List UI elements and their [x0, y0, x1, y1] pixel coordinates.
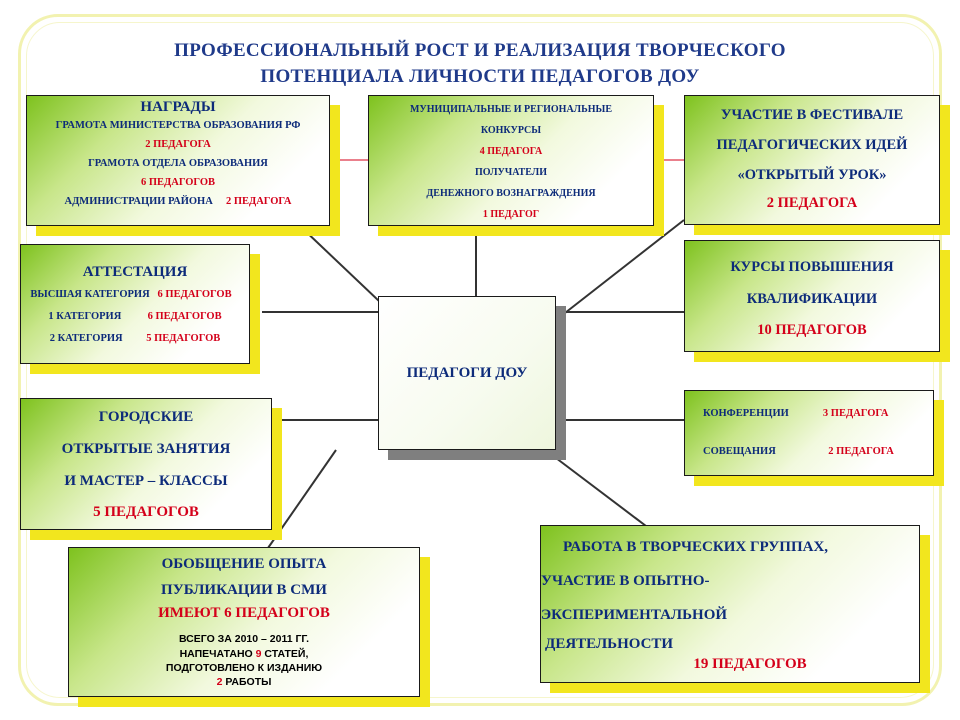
- attestation-row-2-count: 6 ПЕДАГОГОВ: [147, 311, 222, 322]
- festival-box: [684, 95, 940, 225]
- awards-line-1: ГРАМОТА МИНИСТЕРСТВА ОБРАЗОВАНИЯ РФ: [55, 120, 301, 131]
- experience-articles-count: 9: [255, 648, 262, 660]
- conferences-row-1: [685, 403, 933, 425]
- courses-count: 10 ПЕДАГОГОВ: [757, 322, 867, 338]
- creative-box: [540, 525, 920, 683]
- connector-to-creative: [556, 458, 646, 526]
- attestation-row-1-label: ВЫСШАЯ КАТЕГОРИЯ: [30, 289, 150, 300]
- conferences-box: [684, 390, 934, 476]
- festival-line-3: «ОТКРЫТЫЙ УРОК»: [737, 167, 887, 183]
- experience-box: [68, 547, 420, 697]
- attestation-heading: АТТЕСТАЦИЯ: [82, 264, 188, 280]
- experience-note-3: ПОДГОТОВЛЕНО К ИЗДАНИЮ: [165, 662, 323, 674]
- experience-line-1: ОБОБЩЕНИЕ ОПЫТА: [161, 556, 327, 572]
- festival-line-2: ПЕДАГОГИЧЕСКИХ ИДЕЙ: [716, 137, 908, 153]
- festival-line-1: УЧАСТИЕ В ФЕСТИВАЛЕ: [720, 107, 904, 123]
- open-lessons-count: 5 ПЕДАГОГОВ: [93, 504, 199, 520]
- awards-line-2-count: 6 ПЕДАГОГОВ: [140, 177, 216, 188]
- courses-line-1: КУРСЫ ПОВЫШЕНИЯ: [730, 259, 894, 275]
- contests-line-4-count: 1 ПЕДАГОГ: [482, 209, 540, 220]
- experience-works-count: 2: [216, 676, 223, 688]
- contests-line-2-count: 4 ПЕДАГОГА: [479, 146, 543, 157]
- contests-box: [368, 95, 654, 226]
- open-lessons-line-2: ОТКРЫТЫЕ ЗАНЯТИЯ: [61, 441, 231, 457]
- experience-note-2-b: СТАТЕЙ,: [261, 648, 309, 660]
- awards-heading: НАГРАДЫ: [140, 99, 216, 115]
- conferences-row-1-count: 3 ПЕДАГОГА: [822, 408, 889, 419]
- festival-count: 2 ПЕДАГОГА: [766, 195, 858, 211]
- creative-line-3: ЭКСПЕРИМЕНТАЛЬНОЙ: [541, 607, 728, 623]
- awards-line-1-count: 2 ПЕДАГОГА: [145, 139, 211, 150]
- awards-line-3-row: [27, 192, 329, 212]
- attestation-row-2-label: 1 КАТЕГОРИЯ: [48, 311, 122, 322]
- open-lessons-line-1: ГОРОДСКИЕ: [98, 409, 194, 425]
- center-label: ПЕДАГОГИ ДОУ: [406, 364, 528, 381]
- courses-line-2: КВАЛИФИКАЦИИ: [746, 291, 878, 307]
- conferences-row-2: [685, 441, 933, 463]
- conferences-row-2-count: 2 ПЕДАГОГА: [828, 446, 894, 457]
- title-line-1: ПРОФЕССИОНАЛЬНЫЙ РОСТ И РЕАЛИЗАЦИЯ ТВОРЧЕСКОГО: [174, 40, 786, 61]
- creative-count: 19 ПЕДАГОГОВ: [693, 656, 807, 672]
- creative-line-4: ДЕЯТЕЛЬНОСТИ: [545, 636, 674, 652]
- awards-line-3-count: 2 ПЕДАГОГА: [225, 196, 292, 207]
- attestation-row-3: [21, 328, 249, 350]
- open-lessons-line-3: И МАСТЕР – КЛАССЫ: [64, 473, 228, 489]
- contests-line-3: ПОЛУЧАТЕЛИ: [475, 167, 547, 178]
- attestation-row-3-label: 2 КАТЕГОРИЯ: [49, 333, 123, 344]
- experience-note-4: [69, 675, 419, 689]
- awards-line-2: ГРАМОТА ОТДЕЛА ОБРАЗОВАНИЯ: [88, 158, 268, 169]
- creative-line-1: РАБОТА В ТВОРЧЕСКИХ ГРУППАХ,: [563, 539, 829, 555]
- awards-box: [26, 95, 330, 226]
- contests-line-1: МУНИЦИПАЛЬНЫЕ И РЕГИОНАЛЬНЫЕ: [409, 104, 613, 115]
- center-box-teachers: [378, 296, 556, 450]
- experience-line-3: ИМЕЮТ 6 ПЕДАГОГОВ: [158, 605, 330, 621]
- contests-line-4: ДЕНЕЖНОГО ВОЗНАГРАЖДЕНИЯ: [426, 188, 596, 199]
- open-lessons-box: [20, 398, 272, 530]
- connector-to-festival: [556, 220, 684, 320]
- courses-box: [684, 240, 940, 352]
- creative-line-2: УЧАСТИЕ В ОПЫТНО-: [541, 573, 710, 589]
- attestation-row-2: [21, 306, 249, 328]
- experience-note-1: ВСЕГО ЗА 2010 – 2011 ГГ.: [179, 633, 309, 645]
- experience-note-2-a: НАПЕЧАТАНО: [179, 648, 256, 660]
- experience-note-4-b: РАБОТЫ: [222, 676, 272, 688]
- connector-to-experience: [268, 450, 336, 548]
- attestation-row-1: [13, 284, 249, 306]
- title-line-2: ПОТЕНЦИАЛА ЛИЧНОСТИ ПЕДАГОГОВ ДОУ: [260, 66, 700, 87]
- awards-line-3: АДМИНИСТРАЦИИ РАЙОНА: [64, 196, 213, 207]
- conferences-row-2-label: СОВЕЩАНИЯ: [703, 446, 776, 457]
- attestation-box: [20, 244, 250, 364]
- conferences-row-1-label: КОНФЕРЕНЦИИ: [703, 408, 789, 419]
- attestation-row-1-count: 6 ПЕДАГОГОВ: [157, 289, 232, 300]
- experience-line-2: ПУБЛИКАЦИИ В СМИ: [161, 582, 327, 598]
- contests-line-2: КОНКУРСЫ: [480, 125, 542, 136]
- experience-note-2: [69, 647, 419, 661]
- attestation-row-3-count: 5 ПЕДАГОГОВ: [146, 333, 221, 344]
